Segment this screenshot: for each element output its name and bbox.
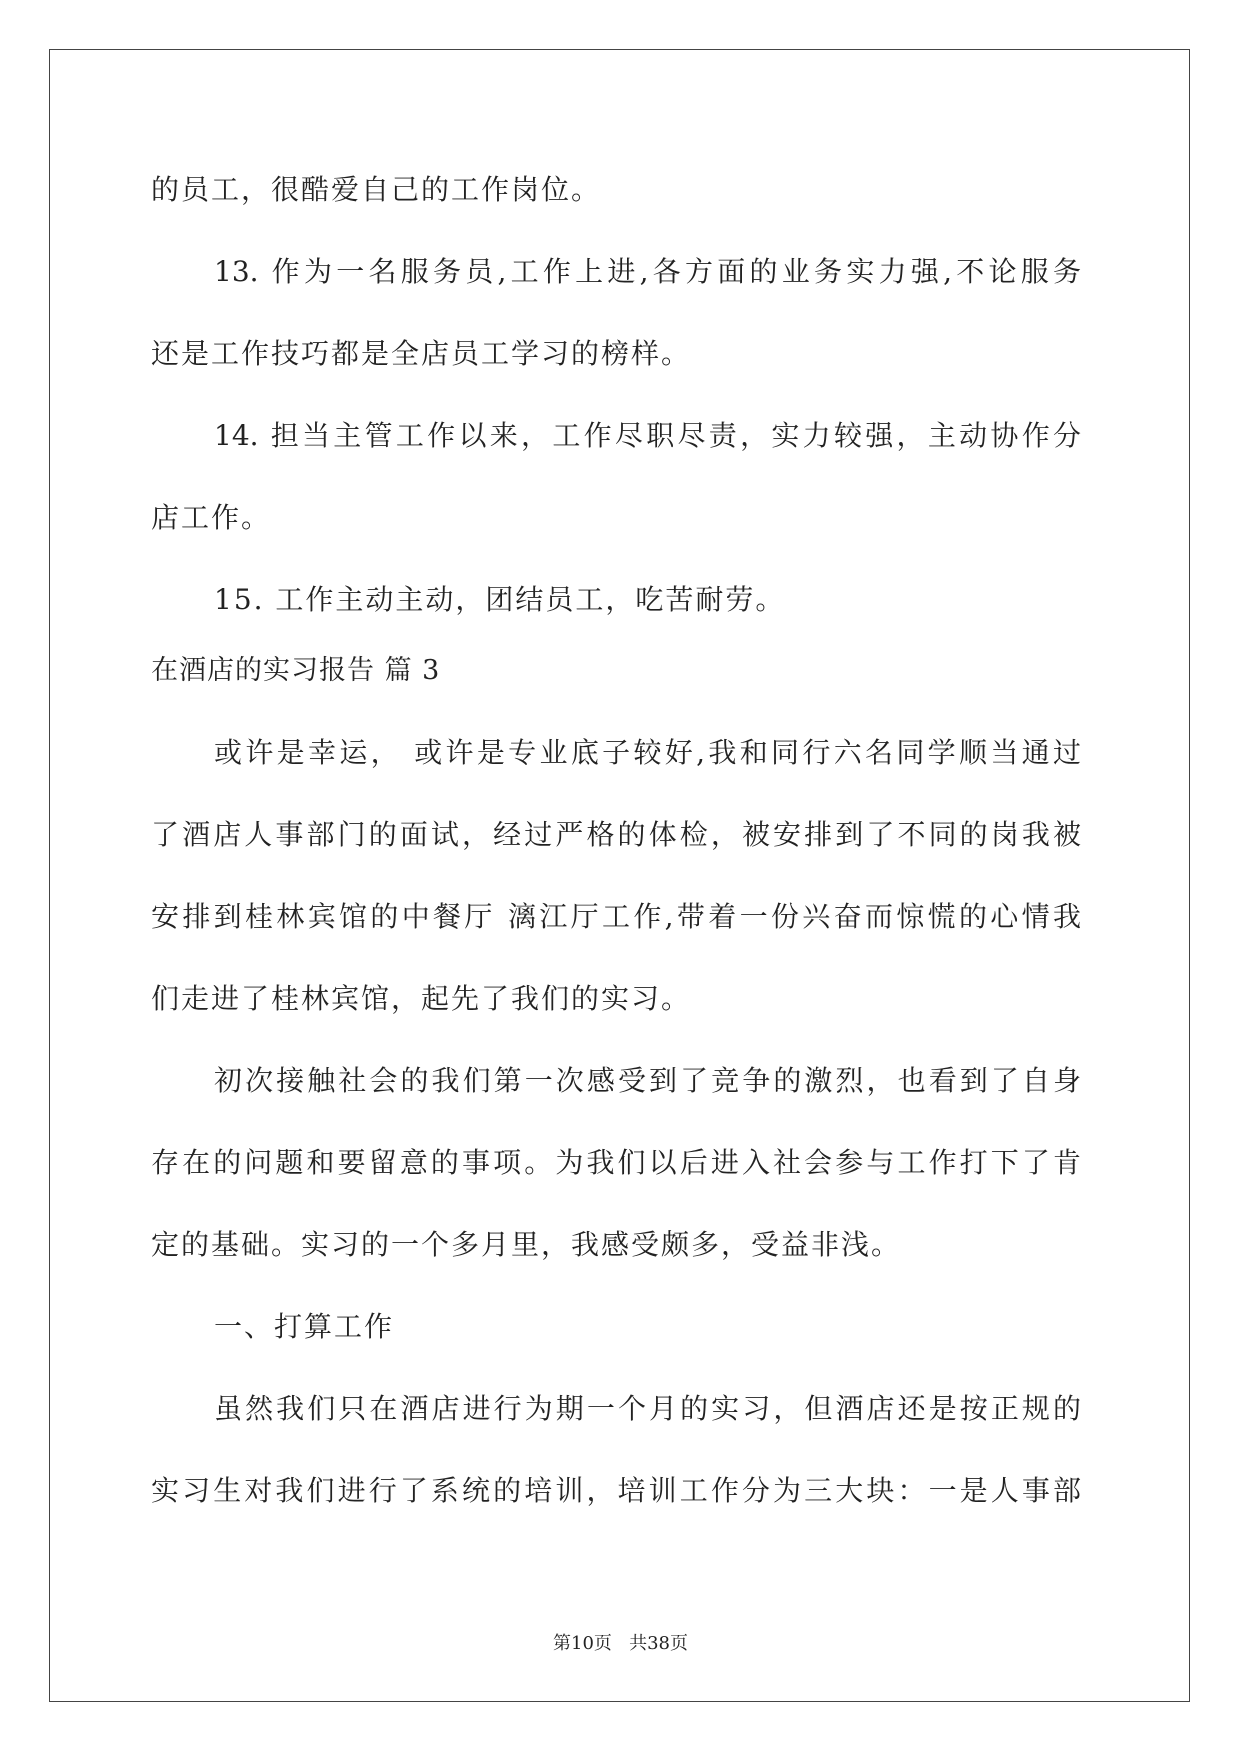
paragraph-line: 或许是幸运， 或许是专业底子较好,我和同行六名同学顺当通过	[214, 736, 1081, 769]
body-text-line: 店工作。	[151, 501, 272, 534]
page-number: 第10页	[553, 1633, 612, 1654]
paragraph-line: 了酒店人事部门的面试，经过严格的体检，被安排到了不同的岗我被	[151, 818, 1081, 851]
page-border	[49, 49, 1190, 1702]
paragraph-line: 定的基础。实习的一个多月里，我感受颇多，受益非浅。	[151, 1228, 902, 1261]
paragraph-line: 虽然我们只在酒店进行为期一个月的实习，但酒店还是按正规的	[214, 1392, 1081, 1425]
subsection-heading: 一、打算工作	[214, 1310, 395, 1343]
paragraph-line: 安排到桂林宾馆的中餐厅 漓江厅工作,带着一份兴奋而惊慌的心情我	[151, 900, 1081, 933]
list-item-14: 14. 担当主管工作以来，工作尽职尽责，实力较强，主动协作分	[214, 419, 1081, 452]
paragraph-line: 实习生对我们进行了系统的培训，培训工作分为三大块：一是人事部	[151, 1474, 1081, 1507]
list-item-15: 15. 工作主动主动，团结员工，吃苦耐劳。	[214, 583, 786, 616]
paragraph-line: 存在的问题和要留意的事项。为我们以后进入社会参与工作打下了肯	[151, 1146, 1081, 1179]
section-heading: 在酒店的实习报告 篇 3	[151, 655, 441, 686]
body-text-line: 还是工作技巧都是全店员工学习的榜样。	[151, 337, 692, 370]
paragraph-line: 们走进了桂林宾馆，起先了我们的实习。	[151, 982, 692, 1015]
page-footer	[0, 1632, 1241, 1656]
body-text-line: 的员工，很酷爱自己的工作岗位。	[151, 173, 602, 206]
total-pages: 共38页	[629, 1633, 688, 1654]
list-item-13: 13. 作为一名服务员,工作上进,各方面的业务实力强,不论服务	[214, 255, 1081, 288]
paragraph-line: 初次接触社会的我们第一次感受到了竞争的激烈，也看到了自身	[214, 1064, 1081, 1097]
